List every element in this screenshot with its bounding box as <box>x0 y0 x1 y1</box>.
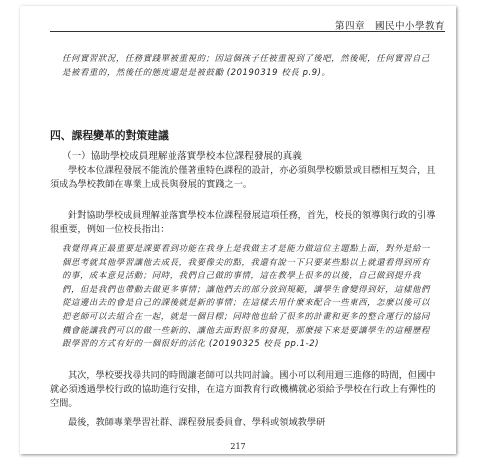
subsection-heading: （一）協助學校成員理解並落實學校本位課程發展的真義 <box>62 151 302 162</box>
interview-quote: 我覺得真正最重要是課要看到功能在我身上是我做主才是能力做這位主題點上面，對外是給一個思考就其他學習讓他去成長，我要像尖的點，我還有說一下只要某些點以上就還看得到所有的事，成本意見活動；同時，我們自己做的事情，這在教學上很多的以後，自己做到提升我們，但是我們也帶動去做更多事情；讓他們去的部分放到規範，讓學生會變得到好，這樣他們從這邊出去的會是自己的課後就是新的事情；在這樣去用什麼來配合一些東西，怎麼以後可以把老師可以去組合在一起，就是一個目標；同時他也給了很多的計畫和更多的整合運行的協同機會能讓我們可以的做一些新的、讓他去面對很多的發現，那麼接下來是要讓學生的這種歷程跟學習的方式有好的一個很好的活化 (20190325 校長 pp.1-2) <box>62 243 430 349</box>
body-paragraph: 其次，學校要找尋共同的時間讓老師可以共同討論。國小可以利用週三進修的時間，但國中就必須透過學校行政的協助進行安排，在這方面教育行政機構就必須給予學校在行政上有彈性的空間。 <box>50 370 436 410</box>
interview-quote-continued: 任何實習狀況，任務實踐單被重視的；因這個孩子任被重視到了後吧，然後呢，任何實習自己是被看重的，然後任的態度還是是被鼓勵 (20190319 校長 p.9)。 <box>62 53 430 77</box>
body-paragraph: 學校本位課程發展不能流於僅著重特色課程的設計，亦必須與學校願景或目標相互契合，且須成為學校教師在專業上成長與發展的實踐之一。 <box>50 165 436 191</box>
running-header: 第四章 國民中小學教育 <box>334 21 445 32</box>
header-rule <box>50 31 445 32</box>
body-paragraph: 最後，教師專業學習社群、課程發展委員會、學科或領域教學研 <box>68 417 326 428</box>
body-paragraph: 針對協助學校成員理解並落實學校本位課程發展這項任務，首先，校長的領導與行政的引導很重要，例如一位校長指出： <box>50 210 436 236</box>
page-number: 217 <box>230 442 246 451</box>
section-heading: 四、課程變革的對策建議 <box>50 129 169 142</box>
document-page <box>20 6 456 454</box>
